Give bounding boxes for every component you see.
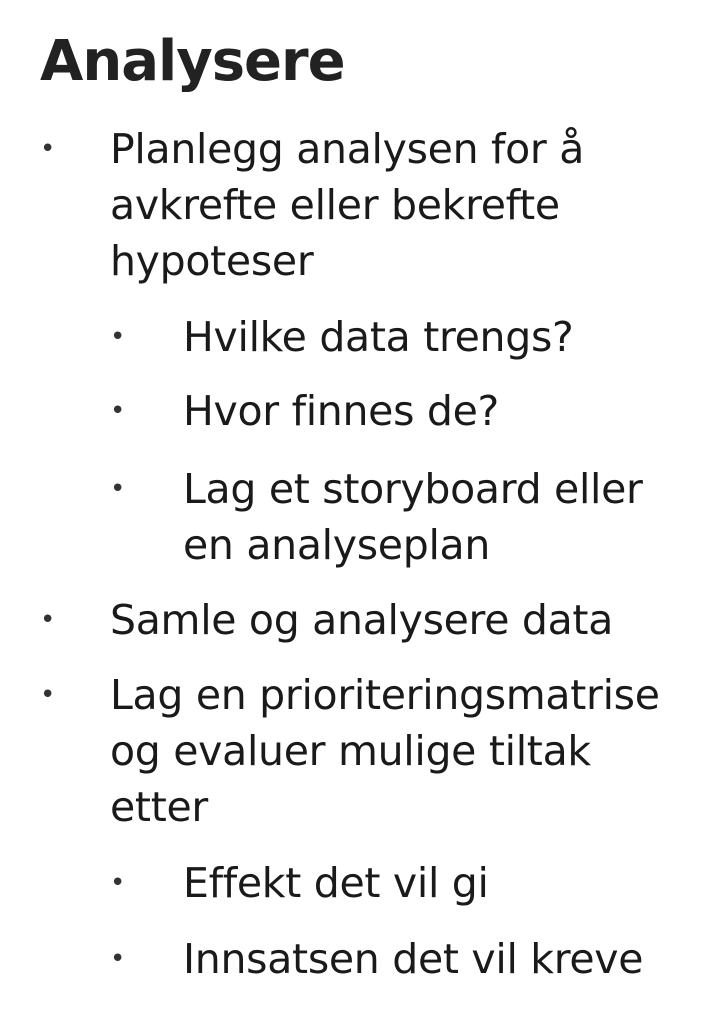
bullet-item-line: Lag en prioriteringsmatrise <box>110 671 660 719</box>
bullet-item-line: avkrefte eller bekrefte <box>110 181 560 229</box>
bullet-icon: • <box>40 605 56 635</box>
sub-bullet-icon: • <box>110 396 126 426</box>
bullet-item-line: Planlegg analysen for å <box>110 125 585 173</box>
bullet-item-line: og evaluer mulige tiltak <box>110 727 591 775</box>
sub-bullet-icon: • <box>110 474 126 504</box>
sub-bullet-icon: • <box>110 868 126 898</box>
sub-bullet-icon: • <box>110 322 126 352</box>
sub-item-line: Hvor finnes de? <box>183 387 499 435</box>
sub-item-line: Effekt det vil gi <box>183 859 489 907</box>
slide-title: Analysere <box>40 29 345 94</box>
sub-bullet-icon: • <box>110 944 126 974</box>
bullet-icon: • <box>40 134 56 164</box>
bullet-item-line: Samle og analysere data <box>110 596 614 644</box>
sub-item-line: Lag et storyboard eller <box>183 465 643 513</box>
sub-item-line: en analyseplan <box>183 521 491 569</box>
sub-item-line: Innsatsen det vil kreve <box>183 935 644 983</box>
bullet-item-line: etter <box>110 783 208 831</box>
bullet-item-line: hypoteser <box>110 237 314 285</box>
bullet-icon: • <box>40 680 56 710</box>
sub-item-line: Hvilke data trengs? <box>183 313 574 361</box>
